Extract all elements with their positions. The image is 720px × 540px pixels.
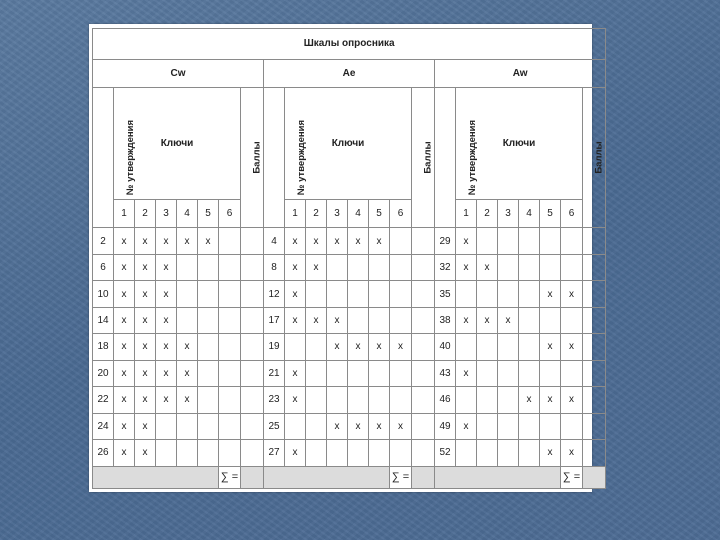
key-mark — [477, 413, 498, 439]
key-number-row — [93, 199, 606, 227]
key-number: 3 — [498, 199, 519, 227]
key-mark — [498, 360, 519, 386]
sum-filler — [435, 466, 561, 489]
key-mark: x — [477, 307, 498, 333]
keys-header: Ключи — [285, 88, 412, 200]
key-number: 2 — [477, 199, 498, 227]
key-mark: x — [327, 228, 348, 254]
statement-number: 14 — [93, 307, 114, 333]
group-name-2: Aw — [435, 59, 606, 87]
key-mark — [285, 413, 306, 439]
score-cell — [241, 387, 264, 413]
key-mark — [285, 334, 306, 360]
key-mark — [540, 307, 561, 333]
score-header: Баллы — [422, 141, 434, 174]
key-mark: x — [177, 334, 198, 360]
key-mark — [348, 440, 369, 466]
title-row — [93, 29, 606, 60]
key-mark — [369, 307, 390, 333]
key-mark: x — [369, 228, 390, 254]
header-row — [93, 88, 606, 200]
key-mark — [327, 254, 348, 280]
key-number: 3 — [327, 199, 348, 227]
key-mark — [390, 281, 412, 307]
table-row — [93, 281, 606, 307]
key-mark — [456, 334, 477, 360]
key-mark — [219, 281, 241, 307]
key-mark — [561, 307, 583, 333]
key-mark: x — [306, 228, 327, 254]
key-mark — [198, 440, 219, 466]
key-number: 6 — [561, 199, 583, 227]
key-number: 4 — [519, 199, 540, 227]
statement-number: 23 — [264, 387, 285, 413]
key-mark — [306, 387, 327, 413]
key-mark — [306, 440, 327, 466]
score-cell — [412, 387, 435, 413]
key-mark: x — [456, 307, 477, 333]
statement-number: 12 — [264, 281, 285, 307]
key-mark — [519, 281, 540, 307]
key-mark — [390, 254, 412, 280]
sum-row — [93, 466, 606, 489]
key-mark — [498, 228, 519, 254]
key-mark — [561, 360, 583, 386]
score-cell — [412, 413, 435, 439]
score-cell — [412, 254, 435, 280]
scales-table — [92, 28, 606, 489]
key-mark: x — [156, 387, 177, 413]
table-row — [93, 413, 606, 439]
key-mark: x — [114, 281, 135, 307]
key-mark — [519, 334, 540, 360]
key-mark: x — [114, 440, 135, 466]
key-mark — [177, 440, 198, 466]
score-header-cell — [583, 88, 606, 228]
key-number: 1 — [114, 199, 135, 227]
key-mark — [498, 254, 519, 280]
key-mark — [348, 307, 369, 333]
key-mark: x — [285, 387, 306, 413]
key-mark — [561, 228, 583, 254]
key-mark: x — [114, 334, 135, 360]
key-number: 2 — [135, 199, 156, 227]
key-mark: x — [285, 440, 306, 466]
table-title: Шкалы опросника — [93, 29, 606, 60]
key-mark: x — [348, 228, 369, 254]
key-mark — [219, 254, 241, 280]
key-mark: x — [306, 307, 327, 333]
key-mark: x — [114, 254, 135, 280]
key-mark: x — [114, 307, 135, 333]
key-mark — [369, 254, 390, 280]
key-mark — [369, 440, 390, 466]
score-cell — [241, 334, 264, 360]
score-cell — [583, 440, 606, 466]
score-cell — [583, 413, 606, 439]
score-cell — [583, 387, 606, 413]
table-row — [93, 254, 606, 280]
key-mark — [519, 413, 540, 439]
key-mark: x — [456, 413, 477, 439]
key-mark — [477, 360, 498, 386]
key-number: 4 — [177, 199, 198, 227]
key-mark — [177, 307, 198, 333]
keys-header: Ключи — [456, 88, 583, 200]
key-mark: x — [390, 413, 412, 439]
sum-filler — [264, 466, 390, 489]
key-mark — [219, 228, 241, 254]
key-mark — [198, 360, 219, 386]
key-mark: x — [198, 228, 219, 254]
group-name-row — [93, 59, 606, 87]
score-cell — [241, 440, 264, 466]
key-mark — [369, 360, 390, 386]
key-mark: x — [561, 334, 583, 360]
sum-value — [583, 466, 606, 489]
key-mark — [198, 334, 219, 360]
stmt-header: № утверждения — [125, 120, 137, 196]
key-mark — [198, 387, 219, 413]
score-header-cell — [241, 88, 264, 228]
key-mark — [519, 360, 540, 386]
key-mark: x — [135, 360, 156, 386]
key-mark: x — [135, 413, 156, 439]
key-mark: x — [519, 387, 540, 413]
statement-number: 35 — [435, 281, 456, 307]
key-mark — [156, 440, 177, 466]
key-mark — [177, 281, 198, 307]
key-number: 4 — [348, 199, 369, 227]
key-mark: x — [327, 334, 348, 360]
score-cell — [583, 254, 606, 280]
statement-number: 4 — [264, 228, 285, 254]
key-mark — [519, 440, 540, 466]
stmt-header-cell — [93, 88, 137, 228]
key-mark — [177, 254, 198, 280]
key-mark — [519, 254, 540, 280]
statement-number: 19 — [264, 334, 285, 360]
key-mark — [219, 307, 241, 333]
key-mark: x — [114, 228, 135, 254]
stmt-header-cell — [435, 88, 479, 228]
table-row — [93, 440, 606, 466]
stmt-header-cell — [264, 88, 308, 228]
key-mark — [561, 413, 583, 439]
key-mark — [348, 387, 369, 413]
keys-header: Ключи — [114, 88, 241, 200]
score-cell — [241, 307, 264, 333]
table-row — [93, 387, 606, 413]
key-mark — [456, 387, 477, 413]
key-mark — [219, 334, 241, 360]
key-number: 5 — [540, 199, 561, 227]
key-mark: x — [135, 440, 156, 466]
statement-number: 18 — [93, 334, 114, 360]
key-mark — [456, 281, 477, 307]
key-mark — [327, 360, 348, 386]
sum-value — [241, 466, 264, 489]
score-cell — [241, 254, 264, 280]
key-number: 3 — [156, 199, 177, 227]
key-number: 6 — [390, 199, 412, 227]
key-mark — [498, 281, 519, 307]
key-mark: x — [561, 387, 583, 413]
key-mark — [390, 387, 412, 413]
score-cell — [583, 360, 606, 386]
statement-number: 24 — [93, 413, 114, 439]
key-mark: x — [135, 281, 156, 307]
key-mark — [198, 254, 219, 280]
group-name-0: Cw — [93, 59, 264, 87]
key-mark: x — [135, 228, 156, 254]
key-mark — [198, 307, 219, 333]
key-mark — [348, 360, 369, 386]
key-mark: x — [348, 413, 369, 439]
key-mark: x — [561, 281, 583, 307]
key-mark: x — [156, 360, 177, 386]
statement-number: 26 — [93, 440, 114, 466]
table-row — [93, 334, 606, 360]
score-cell — [583, 307, 606, 333]
score-cell — [412, 440, 435, 466]
key-mark: x — [135, 387, 156, 413]
statement-number: 27 — [264, 440, 285, 466]
statement-number: 6 — [93, 254, 114, 280]
key-mark: x — [135, 254, 156, 280]
key-mark — [369, 281, 390, 307]
key-mark: x — [285, 360, 306, 386]
key-mark — [219, 440, 241, 466]
key-mark — [477, 334, 498, 360]
key-mark: x — [561, 440, 583, 466]
statement-number: 2 — [93, 228, 114, 254]
group-name-1: Ae — [264, 59, 435, 87]
score-cell — [241, 228, 264, 254]
key-mark — [348, 281, 369, 307]
key-mark — [390, 228, 412, 254]
sum-filler — [93, 466, 219, 489]
key-mark: x — [540, 387, 561, 413]
key-mark: x — [456, 254, 477, 280]
key-mark: x — [156, 228, 177, 254]
stmt-header: № утверждения — [467, 120, 479, 196]
key-mark — [498, 334, 519, 360]
statement-number: 21 — [264, 360, 285, 386]
key-mark — [219, 387, 241, 413]
key-mark — [177, 413, 198, 439]
key-mark: x — [135, 334, 156, 360]
key-mark — [198, 281, 219, 307]
key-mark — [498, 440, 519, 466]
key-number: 5 — [369, 199, 390, 227]
statement-number: 52 — [435, 440, 456, 466]
key-mark: x — [114, 387, 135, 413]
score-cell — [412, 360, 435, 386]
stmt-header: № утверждения — [296, 120, 308, 196]
score-header: Баллы — [593, 141, 605, 174]
table-row — [93, 307, 606, 333]
key-mark — [219, 360, 241, 386]
key-mark: x — [156, 254, 177, 280]
key-mark — [477, 228, 498, 254]
key-mark: x — [477, 254, 498, 280]
key-mark: x — [306, 254, 327, 280]
key-mark: x — [156, 281, 177, 307]
key-number: 2 — [306, 199, 327, 227]
key-mark — [390, 307, 412, 333]
key-mark: x — [390, 334, 412, 360]
key-mark — [327, 387, 348, 413]
questionnaire-sheet — [89, 24, 605, 492]
key-mark — [198, 413, 219, 439]
statement-number: 20 — [93, 360, 114, 386]
sum-value — [412, 466, 435, 489]
key-mark — [498, 387, 519, 413]
score-header-cell — [412, 88, 435, 228]
key-mark — [306, 281, 327, 307]
key-mark: x — [327, 307, 348, 333]
key-mark — [519, 307, 540, 333]
key-mark: x — [456, 360, 477, 386]
statement-number: 25 — [264, 413, 285, 439]
key-mark — [327, 281, 348, 307]
score-cell — [583, 228, 606, 254]
key-mark — [540, 228, 561, 254]
sum-label: ∑ = — [390, 466, 412, 489]
sum-label: ∑ = — [219, 466, 241, 489]
key-mark — [477, 281, 498, 307]
table-row — [93, 228, 606, 254]
key-mark — [156, 413, 177, 439]
key-mark — [540, 254, 561, 280]
key-mark: x — [540, 334, 561, 360]
score-cell — [412, 334, 435, 360]
statement-number: 32 — [435, 254, 456, 280]
key-mark: x — [114, 360, 135, 386]
key-mark: x — [114, 413, 135, 439]
score-header: Баллы — [251, 141, 263, 174]
key-mark: x — [369, 413, 390, 439]
key-mark: x — [285, 281, 306, 307]
key-mark: x — [285, 307, 306, 333]
key-mark — [306, 413, 327, 439]
score-cell — [241, 413, 264, 439]
statement-number: 17 — [264, 307, 285, 333]
sum-label: ∑ = — [561, 466, 583, 489]
statement-number: 43 — [435, 360, 456, 386]
statement-number: 40 — [435, 334, 456, 360]
score-cell — [583, 281, 606, 307]
key-mark — [390, 440, 412, 466]
key-mark — [390, 360, 412, 386]
key-mark — [456, 440, 477, 466]
key-mark — [477, 440, 498, 466]
statement-number: 10 — [93, 281, 114, 307]
key-mark — [219, 413, 241, 439]
key-mark: x — [456, 228, 477, 254]
score-cell — [241, 281, 264, 307]
key-mark: x — [177, 228, 198, 254]
key-mark: x — [177, 360, 198, 386]
statement-number: 49 — [435, 413, 456, 439]
key-mark — [498, 413, 519, 439]
key-number: 1 — [456, 199, 477, 227]
key-mark — [327, 440, 348, 466]
key-number: 1 — [285, 199, 306, 227]
key-mark — [306, 360, 327, 386]
key-mark: x — [540, 281, 561, 307]
score-cell — [241, 360, 264, 386]
key-mark: x — [285, 228, 306, 254]
score-cell — [412, 307, 435, 333]
statement-number: 8 — [264, 254, 285, 280]
key-mark — [540, 360, 561, 386]
key-mark — [540, 413, 561, 439]
key-mark: x — [177, 387, 198, 413]
statement-number: 46 — [435, 387, 456, 413]
key-mark: x — [369, 334, 390, 360]
key-number: 5 — [198, 199, 219, 227]
statement-number: 29 — [435, 228, 456, 254]
key-mark — [561, 254, 583, 280]
score-cell — [412, 228, 435, 254]
statement-number: 22 — [93, 387, 114, 413]
key-mark: x — [156, 334, 177, 360]
key-mark — [369, 387, 390, 413]
key-mark: x — [156, 307, 177, 333]
key-mark — [348, 254, 369, 280]
key-mark: x — [327, 413, 348, 439]
key-mark: x — [498, 307, 519, 333]
key-mark: x — [348, 334, 369, 360]
key-mark — [519, 228, 540, 254]
score-cell — [583, 334, 606, 360]
key-mark: x — [540, 440, 561, 466]
key-mark — [306, 334, 327, 360]
key-mark: x — [285, 254, 306, 280]
statement-number: 38 — [435, 307, 456, 333]
key-mark: x — [135, 307, 156, 333]
key-mark — [477, 387, 498, 413]
score-cell — [412, 281, 435, 307]
table-row — [93, 360, 606, 386]
key-number: 6 — [219, 199, 241, 227]
